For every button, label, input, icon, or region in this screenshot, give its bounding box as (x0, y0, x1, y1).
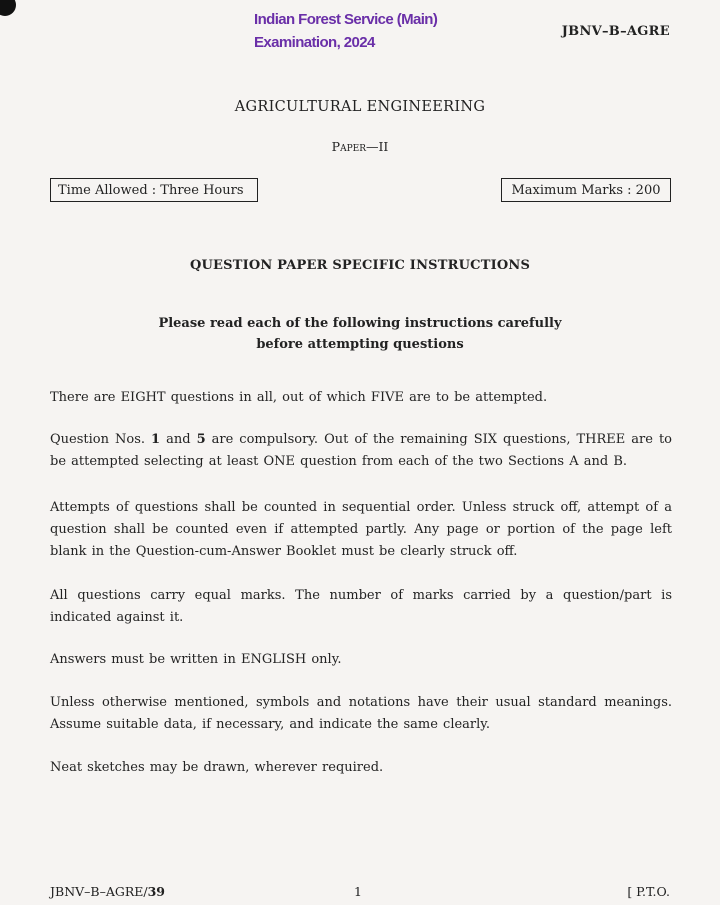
p2-text-3: are compulsory. Out of the remaining SIX questions, THREE are to be attempted selecting at least ONE question from each of the two Sections A and B. (50, 432, 672, 469)
footer-code-prefix: JBNV–B–AGRE/ (50, 884, 148, 899)
maximum-marks-box: Maximum Marks : 200 (501, 178, 671, 202)
subject-title: AGRICULTURAL ENGINEERING (234, 99, 486, 115)
instruction-paragraph-7: Neat sketches may be drawn, wherever required. (50, 760, 384, 775)
instruction-paragraph-6: Unless otherwise mentioned, symbols and notations have their usual standard meanings. Assume suitable data, if necessary, and indicate the same clearly. (50, 695, 672, 732)
instructions-heading: QUESTION PAPER SPECIFIC INSTRUCTIONS (189, 258, 531, 273)
footer-paper-code (50, 884, 165, 899)
footer-page-number: 1 (354, 884, 362, 899)
instruction-paragraph-3: Attempts of questions shall be counted in sequential order. Unless struck off, attempt of a question shall be counted even if attempted partly. Any page or portion of the page left blank in the Question-cum-Answer Booklet must be clearly struck off. (50, 500, 672, 559)
stamp-line-2: Examination, 2024 (254, 34, 375, 51)
p2-text-1: Question Nos. (50, 432, 152, 447)
time-allowed-box: Time Allowed : Three Hours (50, 178, 258, 202)
paper-number: Paper—II (331, 139, 389, 154)
corner-hole-mark (0, 0, 16, 16)
instructions-subheading (0, 313, 720, 355)
exam-stamp (254, 8, 437, 54)
paper-code-top: JBNV–B–AGRE (561, 24, 670, 39)
footer-code-number: 39 (147, 884, 166, 899)
instruction-paragraph-2 (50, 429, 672, 473)
p2-question-1: 1 (151, 432, 161, 447)
subheading-line-1: Please read each of the following instructions carefully (158, 316, 562, 331)
p2-text-2: and (160, 432, 197, 447)
footer-pto: [ P.T.O. (627, 884, 670, 899)
instruction-paragraph-1: There are EIGHT questions in all, out of which FIVE are to be attempted. (50, 390, 548, 405)
stamp-line-1: Indian Forest Service (Main) (254, 11, 438, 28)
subheading-line-2: before attempting questions (256, 337, 464, 352)
p2-question-5: 5 (196, 432, 206, 447)
instruction-paragraph-4: All questions carry equal marks. The number of marks carried by a question/part is indicated against it. (50, 588, 672, 625)
instruction-paragraph-5: Answers must be written in ENGLISH only. (50, 652, 342, 667)
